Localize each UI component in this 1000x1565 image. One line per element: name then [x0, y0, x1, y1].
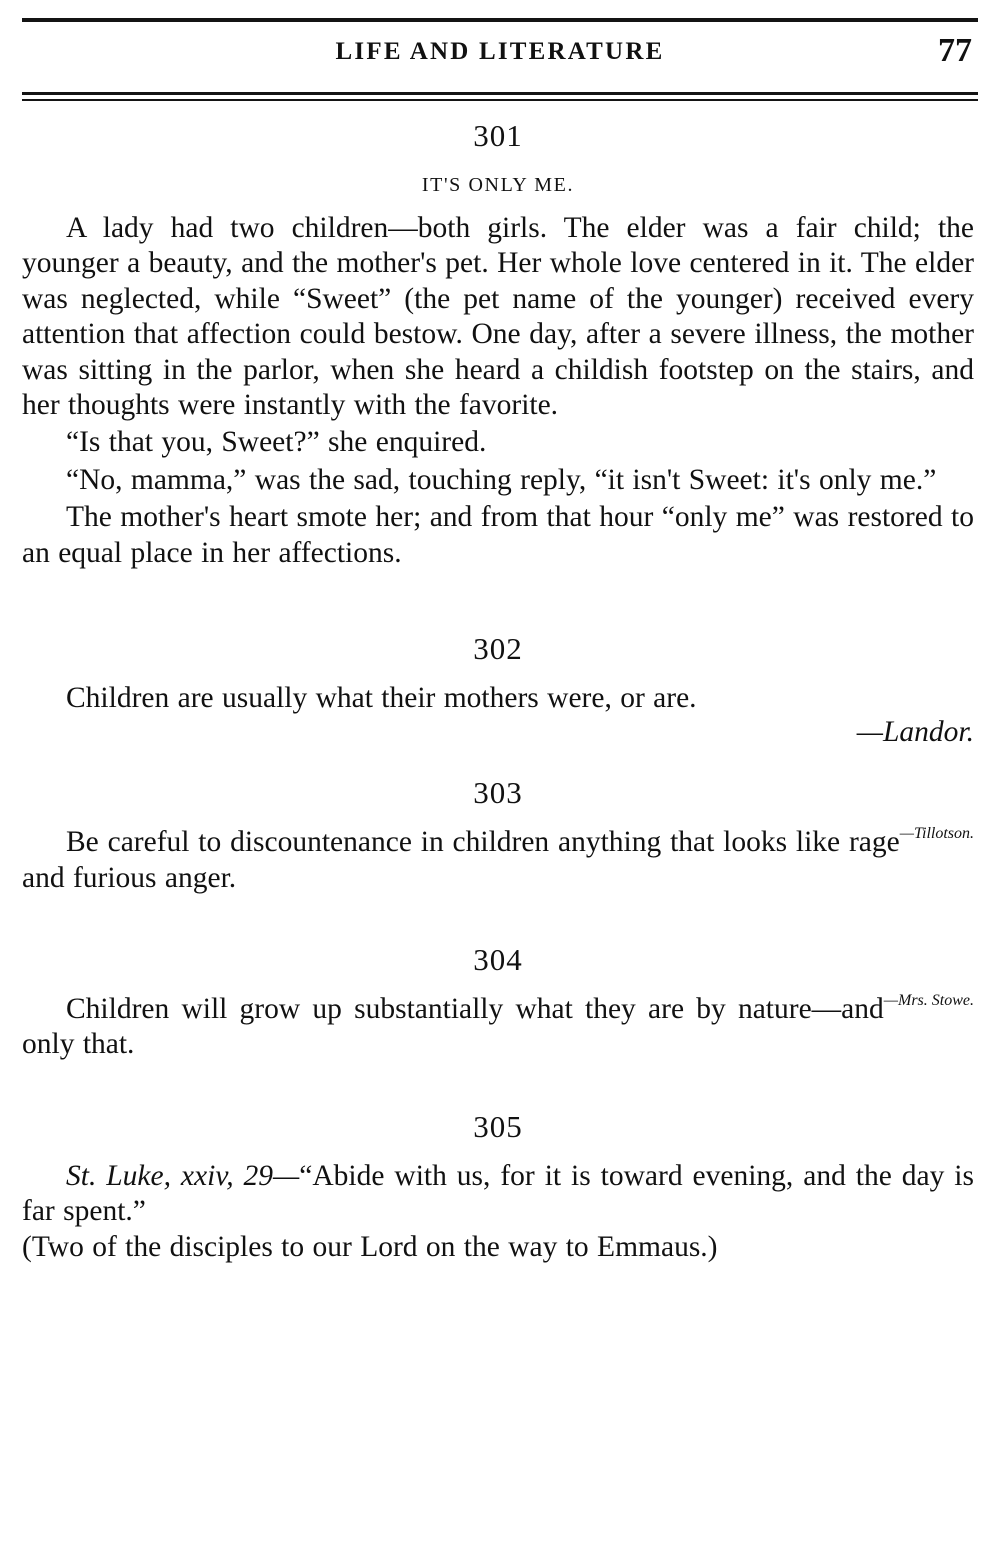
page-body [22, 118, 974, 1565]
entry-number: 303 [473, 775, 523, 811]
entry-paragraph: Children will grow up substantially what they are by nature—and only that. [22, 993, 884, 1061]
entry-303 [22, 775, 974, 896]
entry-quote: “Abide with us, for it is toward evening, and the day is far spent.” [22, 1159, 974, 1228]
entry-paragraph: The mother's heart smote her; and from that hour “only me” was restored to an equal place in her affections. [22, 501, 974, 569]
page-number: 77 [938, 32, 972, 69]
entry-subtitle: IT'S ONLY ME. [421, 174, 575, 196]
entry-attribution: —Tillotson. [899, 825, 974, 843]
entry-paragraph [22, 1159, 974, 1230]
header-rule-bottom-thin [22, 99, 978, 101]
entry-paragraph: Children are usually what their mothers were, or are. [66, 681, 697, 714]
entry-paragraph: “Is that you, Sweet?” she enquired. [66, 426, 487, 459]
entry-paragraph: Be careful to discountenance in children anything that looks like rage and furious anger. [22, 826, 900, 894]
entry-number: 304 [473, 942, 523, 978]
header-rule-bottom [22, 92, 978, 95]
entry-number: 301 [473, 118, 523, 153]
entry-number: 302 [473, 630, 523, 666]
entry-attribution: —Landor. [856, 716, 974, 749]
entry-301 [22, 118, 974, 571]
entry-note: (Two of the disciples to our Lord on the way to Emmaus.) [22, 1230, 718, 1263]
entry-304 [22, 942, 974, 1063]
running-head: LIFE AND LITERATURE [335, 38, 665, 65]
entry-paragraph: “No, mamma,” was the sad, touching reply, “it isn't Sweet: it's only me.” [66, 463, 937, 496]
entry-attribution: —Mrs. Stowe. [883, 992, 974, 1010]
entry-305 [22, 1109, 974, 1265]
header-rule-top [22, 18, 978, 22]
entry-paragraph: A lady had two children—both girls. The elder was a fair child; the younger a beauty, and the mother's pet. Her whole love centered in it. The elder was neglected, while “Sweet” (the pet name of the younger) received every attention that affection could bestow. One day, after a severe illness, the mother was sitting in the parlor, when she heard a childish footstep on the stairs, and her thoughts were instantly with the favorite. [22, 212, 974, 421]
entry-302 [22, 631, 974, 749]
scripture-reference: St. Luke, xxiv, 29— [66, 1159, 300, 1192]
entry-number: 305 [473, 1108, 523, 1144]
